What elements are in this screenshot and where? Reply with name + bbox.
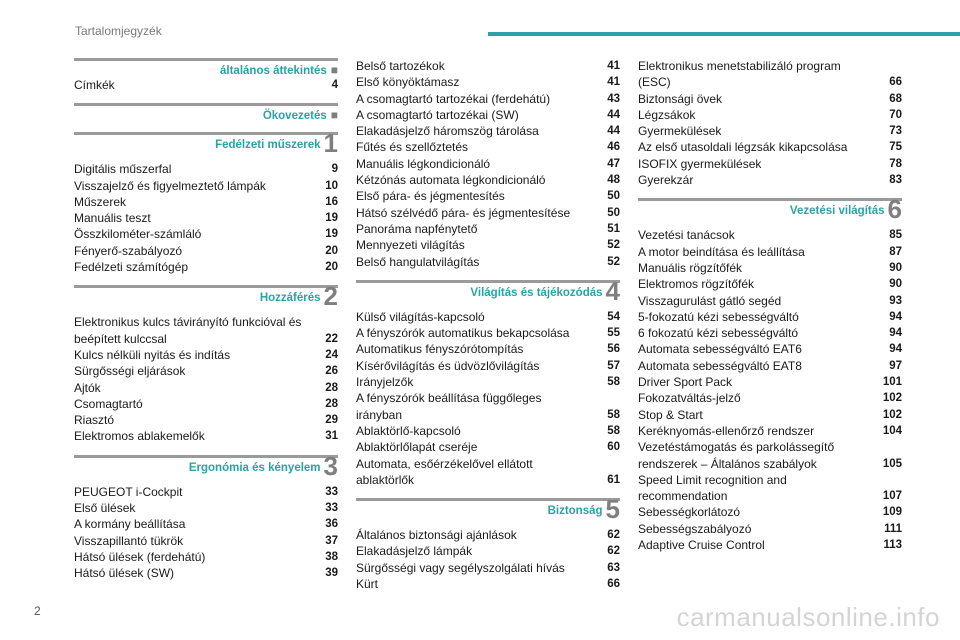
toc-section bbox=[356, 275, 620, 488]
toc-entry-page: 104 bbox=[882, 424, 902, 437]
toc-entry-page: 107 bbox=[882, 490, 902, 503]
toc-entry-label: Vezetési tanácsok bbox=[638, 228, 735, 243]
toc-entry-label: Hátsó ülések (SW) bbox=[74, 566, 175, 581]
toc-entry-label: Visszagurulást gátló segéd bbox=[638, 293, 782, 308]
toc-entry-page: 87 bbox=[889, 245, 902, 258]
toc-entry-page: 33 bbox=[325, 502, 338, 515]
toc-entry-label: Manuális rögzítőfék bbox=[638, 260, 743, 275]
toc-entry[interactable] bbox=[356, 407, 620, 423]
toc-entry[interactable] bbox=[356, 472, 620, 488]
toc-entry[interactable] bbox=[638, 439, 902, 455]
toc-entry-page: 58 bbox=[607, 424, 620, 437]
toc-entry[interactable] bbox=[74, 428, 338, 444]
toc-entry-label: Ablaktörlő-kapcsoló bbox=[356, 423, 461, 438]
toc-entry-label: 5-fokozatú kézi sebességváltó bbox=[638, 309, 799, 324]
toc-entry-label: rendszerek – Általános szabályok bbox=[638, 456, 817, 471]
toc-entry-label: Mennyezeti világítás bbox=[356, 238, 465, 253]
toc-entry-page: 105 bbox=[882, 457, 902, 470]
toc-entry-label: Első könyöktámasz bbox=[356, 75, 460, 90]
header-accent-bar bbox=[488, 32, 960, 36]
toc-entry-label: Panoráma napfénytető bbox=[356, 221, 478, 236]
toc-entry-label: Irányjelzők bbox=[356, 375, 414, 390]
toc-entry[interactable] bbox=[638, 423, 902, 439]
toc-entry-page: 43 bbox=[607, 92, 620, 105]
section-number: 5 bbox=[605, 494, 620, 525]
toc-entry[interactable] bbox=[638, 407, 902, 423]
toc-entry[interactable] bbox=[74, 484, 338, 500]
toc-entry-label: beépített kulccsal bbox=[74, 331, 167, 346]
toc-entry-page: 19 bbox=[325, 212, 338, 225]
toc-section bbox=[638, 58, 902, 188]
toc-entry-label: ablaktörlők bbox=[356, 472, 415, 487]
toc-entry-label: Ablaktörlőlapát cseréje bbox=[356, 440, 478, 455]
toc-entry[interactable] bbox=[74, 194, 338, 210]
toc-entry-page: 29 bbox=[325, 414, 338, 427]
section-number: 6 bbox=[887, 194, 902, 225]
toc-entry-page: 62 bbox=[607, 545, 620, 558]
toc-entry[interactable] bbox=[638, 358, 902, 374]
toc-entry-page: 24 bbox=[325, 348, 338, 361]
toc-entry[interactable] bbox=[638, 488, 902, 504]
toc-entry-label: Riasztó bbox=[74, 413, 115, 428]
toc-entry-page: 83 bbox=[889, 174, 902, 187]
toc-entry-label: Fűtés és szellőztetés bbox=[356, 140, 469, 155]
toc-entry-page: 85 bbox=[889, 229, 902, 242]
toc-entry-page: 41 bbox=[607, 60, 620, 72]
toc-entry-page: 26 bbox=[325, 365, 338, 378]
toc-entry-page: 66 bbox=[889, 76, 902, 89]
toc-section bbox=[74, 103, 338, 122]
toc-entry[interactable] bbox=[638, 91, 902, 107]
toc-entry-label: Stop & Start bbox=[638, 407, 703, 422]
toc-entry-label: Csomagtartó bbox=[74, 396, 143, 411]
toc-entry-label: 6 fokozatú kézi sebességváltó bbox=[638, 326, 799, 341]
toc-entry-page: 102 bbox=[882, 408, 902, 421]
toc-entry-label: Kürt bbox=[356, 577, 379, 592]
toc-entry-label: Kísérővilágítás és üdvözlővilágítás bbox=[356, 358, 540, 373]
toc-entry[interactable] bbox=[74, 314, 338, 330]
toc-entry[interactable] bbox=[74, 500, 338, 516]
toc-entry[interactable] bbox=[74, 363, 338, 379]
toc-entry-label: Műszerek bbox=[74, 194, 127, 209]
toc-entry-label: Automata, esőérzékelővel ellátott bbox=[356, 456, 533, 471]
toc-entry[interactable] bbox=[356, 576, 620, 592]
toc-entry-label: Általános biztonsági ajánlások bbox=[356, 528, 517, 543]
header-title: Tartalomjegyzék bbox=[75, 24, 162, 38]
toc-entry-page: 62 bbox=[607, 529, 620, 542]
toc-entry[interactable] bbox=[356, 188, 620, 204]
section-title: Vezetési világítás bbox=[789, 205, 885, 218]
section-number: ■ bbox=[330, 63, 338, 77]
toc-entry-page: 113 bbox=[883, 539, 902, 552]
toc-entry-page: 9 bbox=[331, 163, 338, 176]
toc-entry[interactable] bbox=[638, 260, 902, 276]
toc-entry-page: 56 bbox=[607, 343, 620, 356]
toc-entry-page: 47 bbox=[607, 157, 620, 170]
toc-entry-page: 111 bbox=[884, 522, 902, 535]
toc-entry-page: 58 bbox=[607, 376, 620, 389]
toc-entry-page: 36 bbox=[325, 518, 338, 531]
toc-entry-label: Fényerő-szabályozó bbox=[74, 243, 183, 258]
section-heading bbox=[74, 103, 338, 122]
toc-entry-label: Driver Sport Pack bbox=[638, 375, 733, 390]
toc-entry[interactable] bbox=[74, 210, 338, 226]
toc-entry[interactable] bbox=[356, 205, 620, 221]
toc-entry-page: 63 bbox=[607, 561, 620, 574]
toc-entry[interactable] bbox=[356, 254, 620, 270]
toc-entry-label: Összkilométer-számláló bbox=[74, 227, 202, 242]
page-number: 2 bbox=[34, 604, 41, 618]
toc-entry-label: Automata sebességváltó EAT8 bbox=[638, 358, 802, 373]
toc-entry-page: 39 bbox=[325, 567, 338, 580]
toc-entry[interactable] bbox=[356, 543, 620, 559]
toc-entry-page: 55 bbox=[607, 327, 620, 340]
toc-entry-label: Digitális műszerfal bbox=[74, 162, 172, 177]
toc-entry[interactable] bbox=[638, 390, 902, 406]
toc-entry-page: 28 bbox=[325, 381, 338, 394]
toc-entry[interactable] bbox=[74, 77, 338, 93]
toc-entry-label: Ajtók bbox=[74, 380, 101, 395]
section-title: Ergonómia és kényelem bbox=[188, 461, 321, 474]
toc-entry-label: ISOFIX gyermekülések bbox=[638, 156, 762, 171]
toc-entry-label: Elektromos rögzítőfék bbox=[638, 277, 755, 292]
toc-entry-label: Légzsákok bbox=[638, 107, 696, 122]
toc-entry[interactable] bbox=[356, 139, 620, 155]
toc-entry-page: 31 bbox=[325, 430, 338, 443]
toc-entry-label: A csomagtartó tartozékai (ferdehátú) bbox=[356, 91, 551, 106]
toc-entry-page: 20 bbox=[325, 261, 338, 274]
section-title: Biztonság bbox=[547, 505, 603, 518]
toc-entry[interactable] bbox=[356, 341, 620, 357]
section-title: Hozzáférés bbox=[259, 292, 321, 305]
toc-entry[interactable] bbox=[356, 560, 620, 576]
toc-entry-label: Hátsó szélvédő pára- és jégmentesítése bbox=[356, 205, 571, 220]
toc-entry-page: 57 bbox=[607, 359, 620, 372]
toc-entry-label: Hátsó ülések (ferdehátú) bbox=[74, 549, 206, 564]
toc-entry-page: 4 bbox=[331, 79, 338, 91]
toc-entry-page: 41 bbox=[607, 76, 620, 89]
toc-entry-label: Automatikus fényszórótompítás bbox=[356, 342, 524, 357]
toc-entry-page: 22 bbox=[325, 332, 338, 345]
toc-entry-page: 52 bbox=[607, 239, 620, 252]
toc-entry-page: 93 bbox=[889, 294, 902, 307]
toc-entry-label: Vezetéstámogatás és parkolássegítő bbox=[638, 440, 835, 455]
toc-entry-label: A fényszórók automatikus bekapcsolása bbox=[356, 326, 570, 341]
toc-entry[interactable] bbox=[638, 537, 902, 553]
toc-entry[interactable] bbox=[356, 107, 620, 123]
toc-entry-label: Elektronikus kulcs távirányító funkcióval és bbox=[74, 315, 302, 330]
toc-entry[interactable] bbox=[638, 293, 902, 309]
toc-entry-label: A fényszórók beállítása függőleges bbox=[356, 391, 542, 406]
section-title: Világítás és tájékozódás bbox=[470, 286, 603, 299]
toc-section bbox=[638, 194, 902, 553]
toc-entry[interactable] bbox=[356, 309, 620, 325]
toc-entry-label: A motor beindítása és leállítása bbox=[638, 244, 805, 259]
toc-entry[interactable] bbox=[74, 396, 338, 412]
toc-entry-label: Biztonsági övek bbox=[638, 91, 723, 106]
toc-entry-page: 37 bbox=[325, 534, 338, 547]
toc-entry[interactable] bbox=[638, 227, 902, 243]
toc-entry-label: Első pára- és jégmentesítés bbox=[356, 189, 505, 204]
toc-entry-page: 33 bbox=[325, 485, 338, 498]
toc-entry-page: 19 bbox=[325, 228, 338, 241]
toc-entry[interactable] bbox=[74, 380, 338, 396]
toc-entry-page: 97 bbox=[889, 359, 902, 372]
toc-entry[interactable] bbox=[356, 456, 620, 472]
toc-entry[interactable] bbox=[356, 237, 620, 253]
toc-entry[interactable] bbox=[74, 226, 338, 242]
toc-entry[interactable] bbox=[638, 276, 902, 292]
toc-entry-label: PEUGEOT i-Cockpit bbox=[74, 484, 183, 499]
toc-entry-page: 101 bbox=[882, 376, 902, 389]
toc-entry-label: Visszajelző és figyelmeztető lámpák bbox=[74, 178, 266, 193]
toc-entry-label: Belső tartozékok bbox=[356, 59, 445, 73]
toc-entry-label: Gyermekülések bbox=[638, 124, 722, 139]
toc-entry[interactable] bbox=[356, 91, 620, 107]
section-heading bbox=[74, 281, 338, 314]
toc-entry[interactable] bbox=[74, 161, 338, 177]
toc-entry-label: Kétzónás automata légkondicionáló bbox=[356, 173, 546, 188]
toc-entry[interactable] bbox=[638, 107, 902, 123]
toc-entry[interactable] bbox=[74, 347, 338, 363]
toc-entry[interactable] bbox=[356, 423, 620, 439]
section-number: 1 bbox=[323, 128, 338, 159]
toc-entry-page: 90 bbox=[889, 261, 902, 274]
toc-entry-page: 94 bbox=[889, 310, 902, 323]
toc-entry[interactable] bbox=[74, 178, 338, 194]
toc-entry-label: Elakadásjelző háromszög tárolása bbox=[356, 124, 539, 139]
toc-entry-page: 48 bbox=[607, 174, 620, 187]
toc-column-2 bbox=[356, 58, 620, 602]
toc-entry[interactable] bbox=[74, 259, 338, 275]
toc-entry-label: Gyerekzár bbox=[638, 173, 694, 188]
toc-entry-label: Keréknyomás-ellenőrző rendszer bbox=[638, 423, 815, 438]
toc-entry[interactable] bbox=[356, 527, 620, 543]
toc-entry-label: (ESC) bbox=[638, 75, 671, 90]
toc-entry-page: 50 bbox=[607, 190, 620, 203]
toc-entry-page: 60 bbox=[607, 441, 620, 454]
toc-entry[interactable] bbox=[638, 456, 902, 472]
toc-entry[interactable] bbox=[638, 123, 902, 139]
toc-entry-page: 109 bbox=[882, 506, 902, 519]
toc-entry-label: Első ülések bbox=[74, 501, 136, 516]
toc-entry-label: Elektromos ablakemelők bbox=[74, 429, 205, 444]
toc-column-3 bbox=[638, 58, 902, 563]
toc-entry-label: Manuális légkondicionáló bbox=[356, 156, 491, 171]
toc-entry-page: 54 bbox=[607, 310, 620, 323]
section-number: 2 bbox=[323, 281, 338, 312]
toc-entry-label: irányban bbox=[356, 407, 403, 422]
section-heading bbox=[74, 128, 338, 161]
toc-entry-label: A kormány beállítása bbox=[74, 517, 186, 532]
toc-entry[interactable] bbox=[356, 374, 620, 390]
toc-entry-page: 90 bbox=[889, 278, 902, 291]
toc-entry-page: 10 bbox=[325, 179, 338, 192]
section-heading bbox=[356, 275, 620, 309]
toc-entry-page: 52 bbox=[607, 255, 620, 268]
toc-entry-page: 73 bbox=[889, 125, 902, 138]
section-heading bbox=[356, 494, 620, 527]
toc-entry-page: 28 bbox=[325, 397, 338, 410]
toc-entry-label: recommendation bbox=[638, 489, 728, 504]
toc-entry-label: Sebességszabályozó bbox=[638, 521, 752, 536]
toc-entry[interactable] bbox=[74, 549, 338, 565]
toc-column-1 bbox=[74, 58, 338, 592]
toc-entry[interactable] bbox=[638, 309, 902, 325]
toc-entry[interactable] bbox=[74, 331, 338, 347]
toc-entry-page: 16 bbox=[325, 195, 338, 208]
toc-section bbox=[74, 58, 338, 93]
toc-entry-page: 44 bbox=[607, 108, 620, 121]
toc-entry[interactable] bbox=[74, 533, 338, 549]
section-number: ■ bbox=[330, 108, 338, 123]
toc-entry[interactable] bbox=[638, 504, 902, 520]
toc-section bbox=[74, 450, 338, 582]
toc-entry-label: Manuális teszt bbox=[74, 211, 151, 226]
toc-entry-label: Speed Limit recognition and bbox=[638, 472, 787, 487]
watermark: carmanualsonline.info bbox=[676, 602, 940, 632]
toc-entry[interactable] bbox=[356, 172, 620, 188]
toc-entry[interactable] bbox=[356, 156, 620, 172]
toc-entry[interactable] bbox=[638, 156, 902, 172]
toc-entry[interactable] bbox=[356, 390, 620, 406]
toc-entry[interactable] bbox=[638, 244, 902, 260]
toc-entry[interactable] bbox=[74, 243, 338, 259]
toc-entry-label: Fedélzeti számítógép bbox=[74, 260, 189, 275]
toc-entry[interactable] bbox=[356, 221, 620, 237]
toc-entry[interactable] bbox=[356, 325, 620, 341]
toc-entry[interactable] bbox=[356, 58, 620, 74]
toc-entry-label: A csomagtartó tartozékai (SW) bbox=[356, 107, 519, 122]
section-title: Fedélzeti műszerek bbox=[215, 139, 321, 152]
toc-entry-label: Sürgősségi vagy segélyszolgálati hívás bbox=[356, 560, 565, 575]
toc-entry-label: Címkék bbox=[74, 78, 115, 92]
toc-entry[interactable] bbox=[356, 123, 620, 139]
section-heading bbox=[74, 450, 338, 484]
toc-section bbox=[74, 281, 338, 444]
toc-entry[interactable] bbox=[74, 516, 338, 532]
toc-entry[interactable] bbox=[638, 325, 902, 341]
toc-entry-page: 58 bbox=[607, 408, 620, 421]
toc-entry-page: 50 bbox=[607, 206, 620, 219]
toc-entry-page: 102 bbox=[882, 392, 902, 405]
toc-entry-label: Fokozatváltás-jelző bbox=[638, 391, 741, 406]
toc-entry-page: 46 bbox=[607, 141, 620, 154]
toc-entry-page: 94 bbox=[889, 327, 902, 340]
toc-entry-page: 94 bbox=[889, 343, 902, 356]
toc-entry-label: Kulcs nélküli nyitás és indítás bbox=[74, 347, 231, 362]
toc-entry[interactable] bbox=[638, 74, 902, 90]
section-heading bbox=[74, 58, 338, 77]
toc-entry[interactable] bbox=[638, 341, 902, 357]
toc-entry-page: 68 bbox=[889, 92, 902, 105]
section-heading bbox=[638, 194, 902, 227]
toc-entry[interactable] bbox=[74, 565, 338, 581]
toc-entry-page: 20 bbox=[325, 244, 338, 257]
toc-entry[interactable] bbox=[638, 139, 902, 155]
toc-entry[interactable] bbox=[638, 374, 902, 390]
toc-entry[interactable] bbox=[356, 439, 620, 455]
toc-entry[interactable] bbox=[638, 172, 902, 188]
toc-entry-page: 75 bbox=[889, 141, 902, 154]
toc-section bbox=[356, 494, 620, 592]
toc-entry-label: Külső világítás-kapcsoló bbox=[356, 309, 485, 324]
toc-entry-page: 66 bbox=[607, 578, 620, 591]
toc-entry-page: 44 bbox=[607, 125, 620, 138]
section-title: Ökovezetés bbox=[262, 110, 327, 123]
toc-entry-page: 61 bbox=[607, 473, 620, 486]
toc-section bbox=[356, 58, 620, 270]
toc-entry-page: 38 bbox=[325, 550, 338, 563]
toc-entry[interactable] bbox=[638, 521, 902, 537]
toc-entry[interactable] bbox=[638, 58, 902, 74]
toc-entry[interactable] bbox=[638, 472, 902, 488]
toc-entry-label: Belső hangulatvilágítás bbox=[356, 254, 480, 269]
toc-entry[interactable] bbox=[356, 358, 620, 374]
section-title: általános áttekintés bbox=[220, 65, 327, 77]
toc-entry-label: Adaptive Cruise Control bbox=[638, 538, 765, 553]
toc-entry-label: Visszapillantó tükrök bbox=[74, 533, 184, 548]
toc-entry-label: Sebességkorlátozó bbox=[638, 505, 741, 520]
toc-entry-page: 78 bbox=[889, 157, 902, 170]
toc-entry-page: 70 bbox=[889, 108, 902, 121]
toc-entry-label: Automata sebességváltó EAT6 bbox=[638, 342, 802, 357]
section-number: 4 bbox=[605, 275, 620, 306]
section-number: 3 bbox=[323, 450, 338, 481]
toc-entry[interactable] bbox=[356, 74, 620, 90]
toc-section bbox=[74, 128, 338, 275]
toc-entry-label: Az első utasoldali légzsák kikapcsolása bbox=[638, 140, 848, 155]
toc-entry-label: Elakadásjelző lámpák bbox=[356, 544, 473, 559]
toc-entry-label: Elektronikus menetstabilizáló program bbox=[638, 59, 841, 73]
toc-entry[interactable] bbox=[74, 412, 338, 428]
toc-entry-page: 51 bbox=[607, 222, 620, 235]
toc-entry-label: Sürgősségi eljárások bbox=[74, 364, 186, 379]
